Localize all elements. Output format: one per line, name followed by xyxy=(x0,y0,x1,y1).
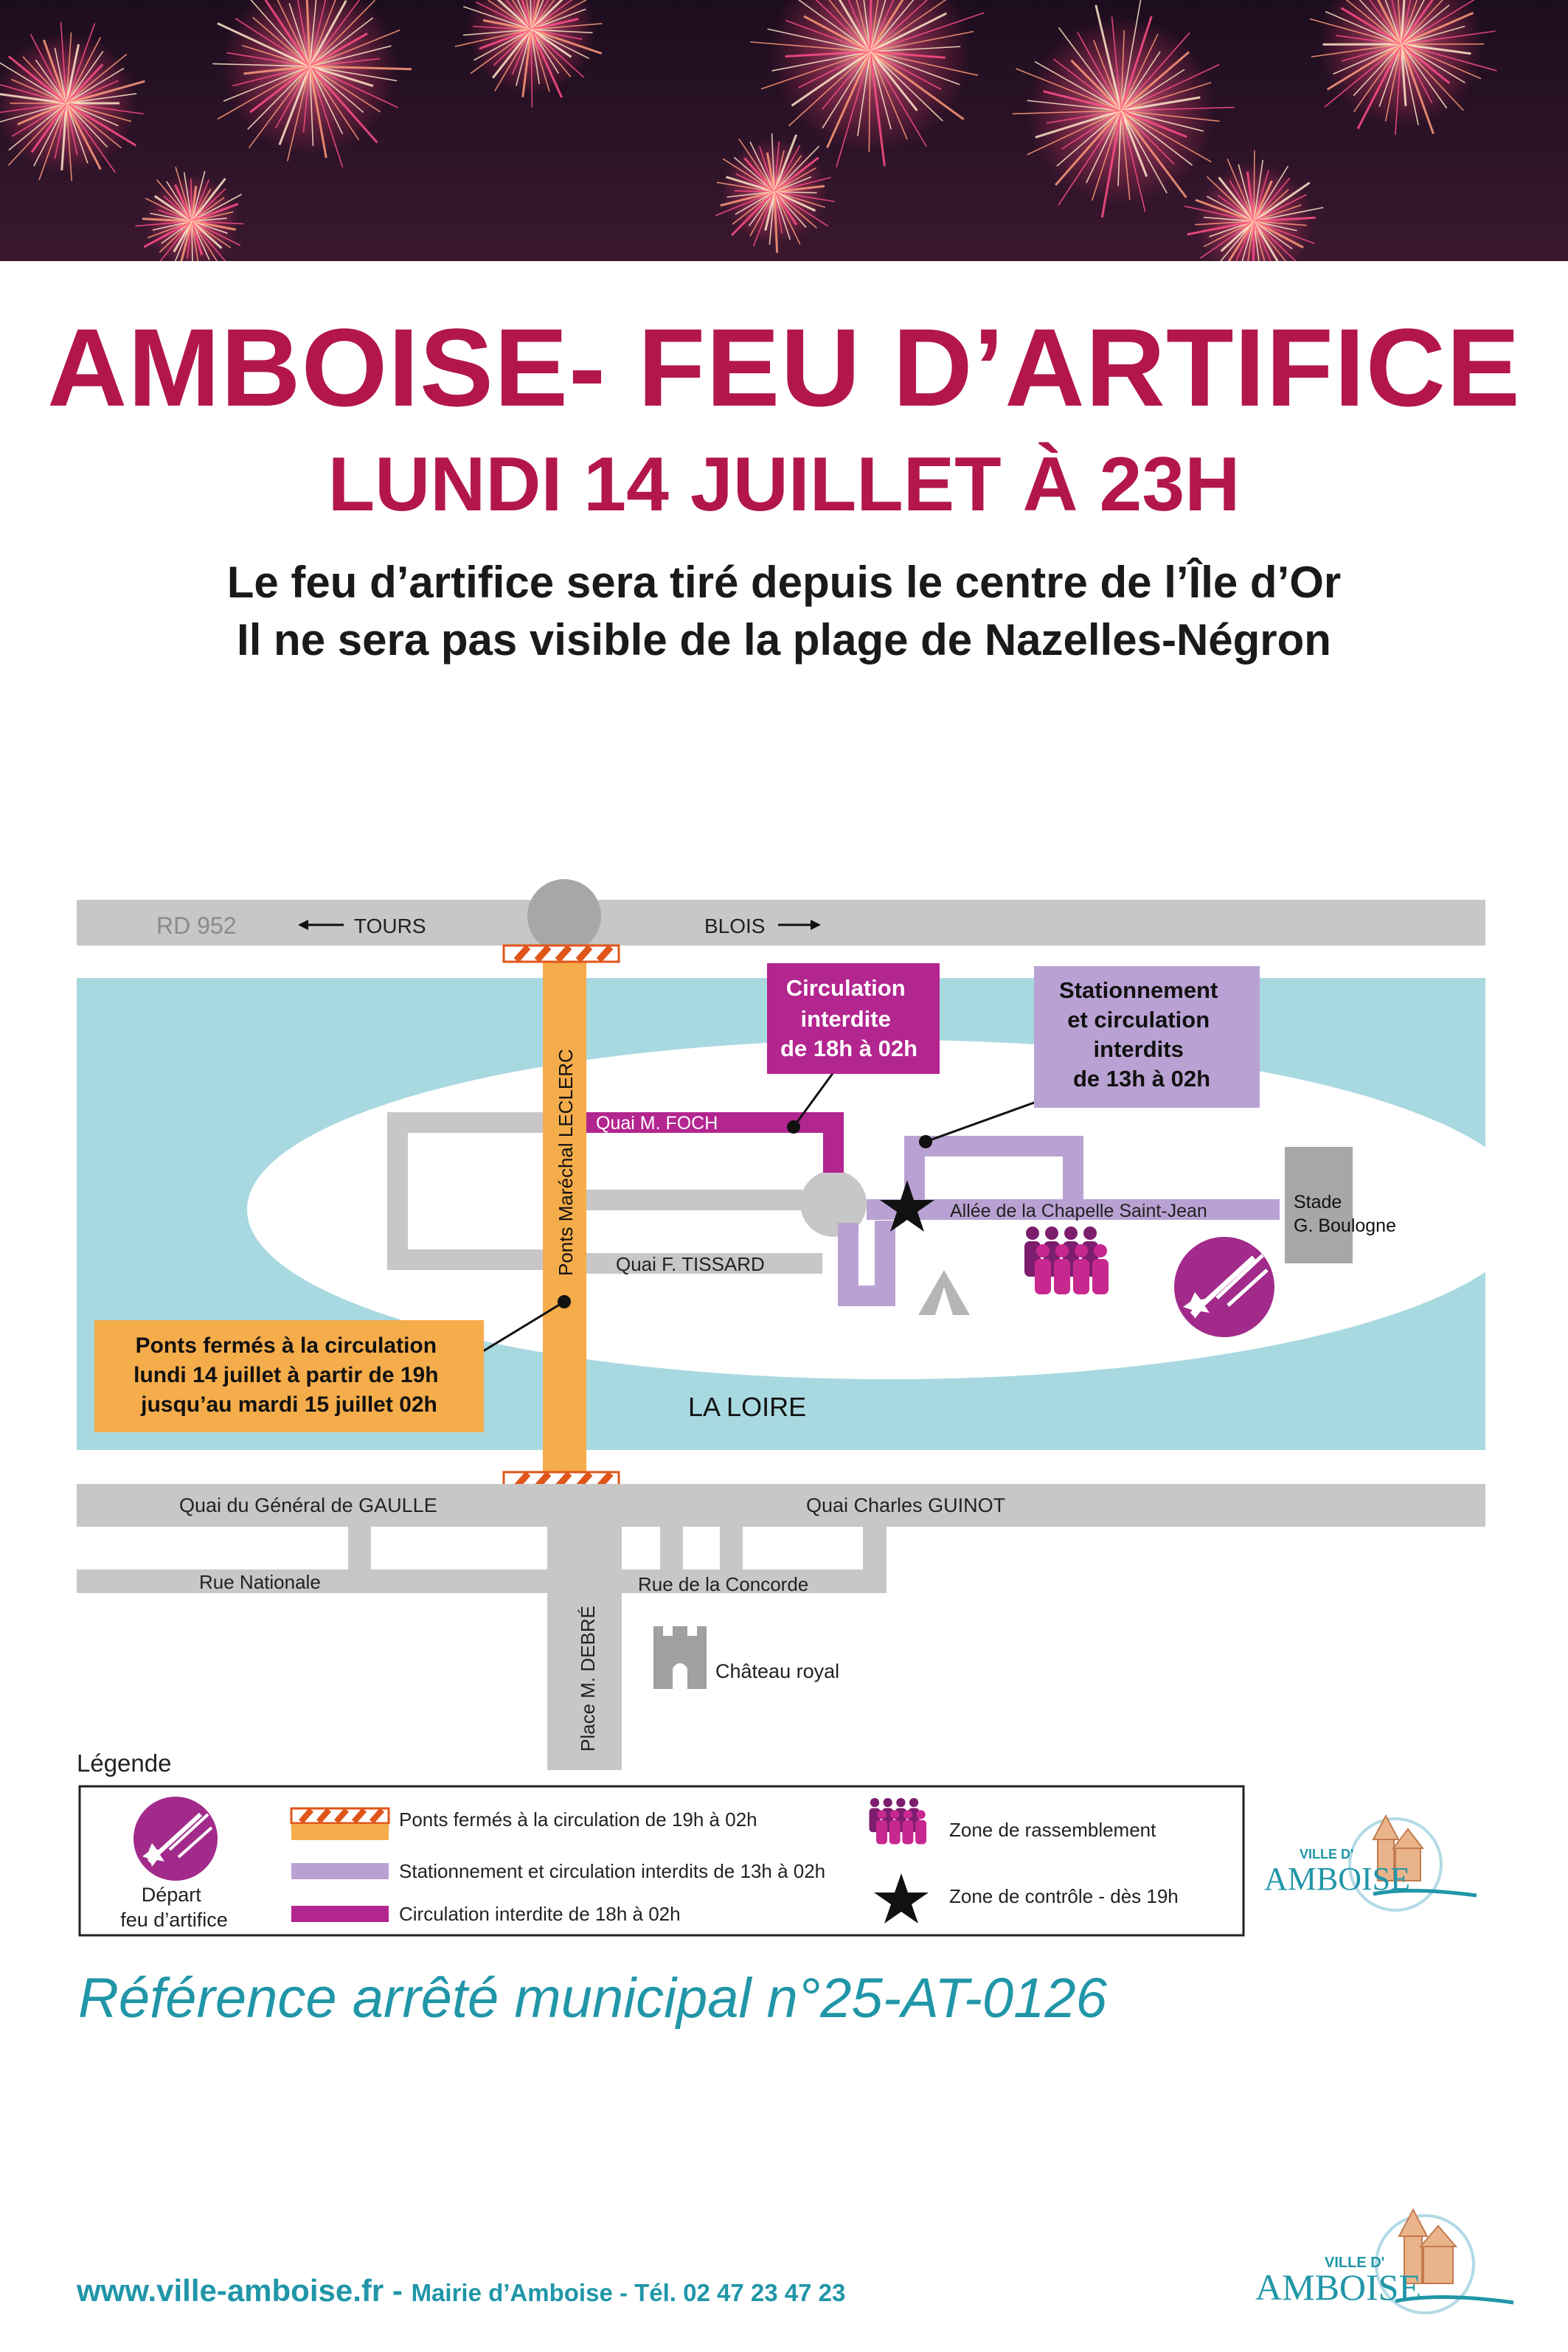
castle-icon xyxy=(653,1626,707,1689)
road-rd952-label: RD 952 xyxy=(156,912,237,939)
legend-title: Légende xyxy=(77,1749,172,1777)
bridge-leclerc-label: Ponts Maréchal LECLERC xyxy=(555,1049,577,1276)
dir-blois-label: BLOIS xyxy=(704,915,766,937)
logo-footer-top-text: VILLE D' xyxy=(1325,2255,1385,2271)
legend-item-ponts: Ponts fermés à la circulation de 19h à 02h xyxy=(399,1808,757,1831)
callout-circulation-text: Circulation interdite de 18h à 02h xyxy=(780,975,918,1061)
rue-nationale-label: Rue Nationale xyxy=(199,1571,321,1593)
legend-item-rassemblement: Zone de rassemblement xyxy=(949,1819,1156,1841)
intro-line-1: Le feu d’artifice sera tiré depuis le centre de l’Île d’Or xyxy=(226,558,1342,607)
legend-item-controle: Zone de contrôle - dès 19h xyxy=(949,1885,1179,1907)
amboise-logo[interactable] xyxy=(1255,1800,1499,1918)
barrier-north-icon xyxy=(504,946,619,962)
amboise-logo-footer[interactable] xyxy=(1248,2196,1528,2326)
roundabout-north xyxy=(527,879,601,953)
legend-depart-text: Départ feu d’artifice xyxy=(120,1884,228,1931)
road-rd952 xyxy=(77,900,1485,946)
legend-lavender-swatch xyxy=(291,1863,389,1879)
rue-concorde-label: Rue de la Concorde xyxy=(638,1573,809,1595)
footer xyxy=(77,2273,845,2308)
legend-fireworks-icon xyxy=(133,1797,218,1881)
south-roads xyxy=(77,1484,1485,1770)
mairie-contact: Mairie d’Amboise - Tél. 02 47 23 47 23 xyxy=(411,2279,846,2306)
legend-magenta-swatch xyxy=(291,1906,389,1922)
quai-gaulle-label: Quai du Général de GAULLE xyxy=(179,1494,437,1516)
legend-item-circulation: Circulation interdite de 18h à 02h xyxy=(399,1903,681,1925)
callout-stationnement-text: Stationnement et circulation interdits de 13h à 02h xyxy=(1059,977,1218,1092)
logo-top-text: VILLE D' xyxy=(1300,1847,1354,1862)
page-title: AMBOISE- FEU D’ARTIFICE xyxy=(47,305,1521,429)
river-label: LA LOIRE xyxy=(688,1392,807,1422)
quai-guinot-label: Quai Charles GUINOT xyxy=(806,1494,1006,1516)
quai-tissard-label: Quai F. TISSARD xyxy=(616,1253,765,1275)
logo-footer-main-text: AMBOISE xyxy=(1255,2266,1422,2308)
website-link[interactable]: www.ville-amboise.fr - xyxy=(77,2273,403,2308)
dir-tours-label: TOURS xyxy=(354,915,426,937)
fireworks-banner xyxy=(0,0,1568,261)
intro-line-2: Il ne sera pas visible de la plage de Nazelles-Négron xyxy=(237,615,1331,665)
place-debre-label: Place M. DEBRÉ xyxy=(577,1606,599,1752)
stade-label-1: Stade xyxy=(1294,1192,1342,1213)
traffic-map xyxy=(0,870,1568,1947)
reference-arrete: Référence arrêté municipal n°25-AT-0126 xyxy=(78,1967,1107,2030)
fireworks-start-icon xyxy=(1174,1237,1274,1337)
quai-foch-label: Quai M. FOCH xyxy=(596,1113,718,1134)
page-subtitle: LUNDI 14 JUILLET À 23H xyxy=(327,442,1241,527)
stade-label-2: G. Boulogne xyxy=(1294,1215,1396,1236)
legend-barrier-icon xyxy=(291,1808,389,1840)
chateau-label: Château royal xyxy=(715,1660,840,1682)
callout-ponts-text: Ponts fermés à la circulation lundi 14 juillet à partir de 19h jusqu’au mardi 15 juillet 02h xyxy=(133,1333,439,1417)
logo-main-text: AMBOISE xyxy=(1264,1861,1411,1897)
legend-item-stationnement: Stationnement et circulation interdits de 13h à 02h xyxy=(399,1860,826,1882)
allee-label: Allée de la Chapelle Saint-Jean xyxy=(950,1201,1207,1221)
